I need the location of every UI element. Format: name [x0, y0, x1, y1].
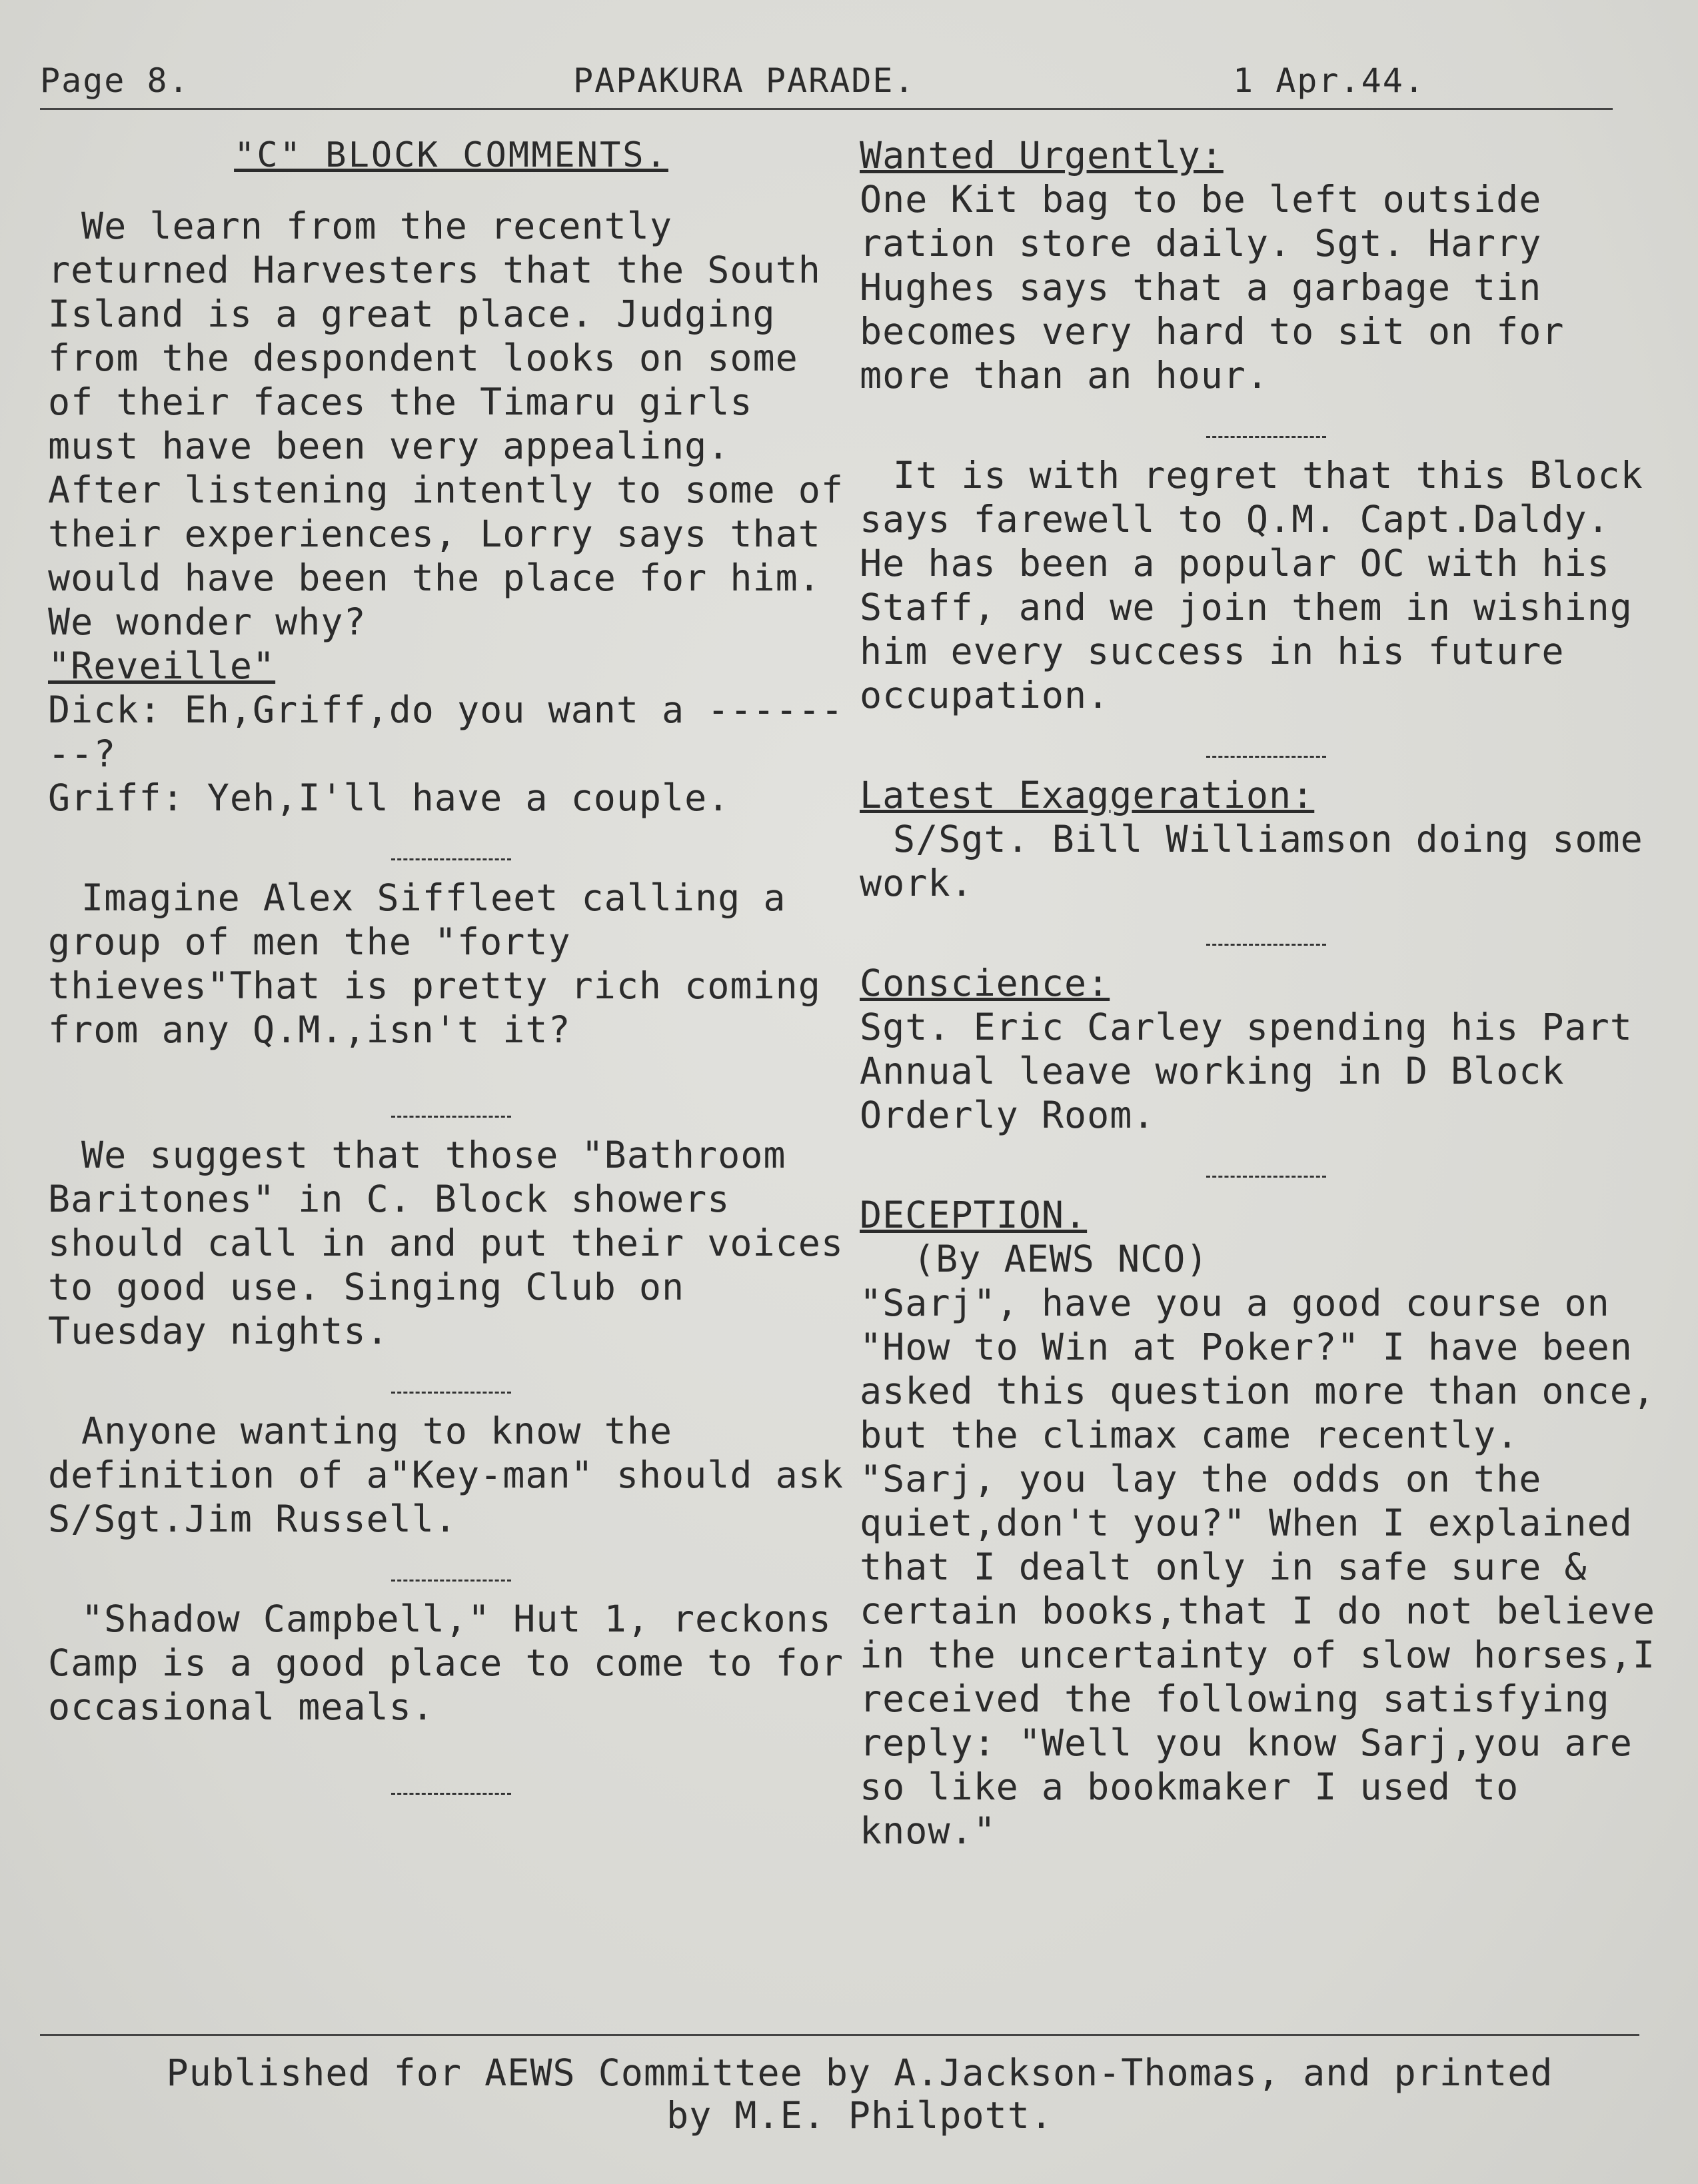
footer-line-2: by M.E. Philpott.	[666, 2094, 1053, 2137]
reveille-dick-line: Dick: Eh,Griff,do you want a --------?	[48, 688, 844, 775]
exaggeration-heading: Latest Exaggeration:	[860, 774, 1315, 816]
footer-rule	[40, 2034, 1639, 2036]
separator	[860, 412, 1673, 439]
bathroom-paragraph: We suggest that those "Bathroom Baritones" in C. Block showers should call in and put their voices to good use. Singing Club on Tuesday nights.	[48, 1134, 844, 1352]
reveille-griff-line: Griff: Yeh,I'll have a couple.	[48, 776, 730, 819]
page-number: Page 8.	[40, 61, 190, 100]
footer-line-1: Published for AEWS Committee by A.Jackson-Thomas, and printed	[166, 2051, 1553, 2094]
harvesters-paragraph: We learn from the recently returned Harvesters that the South Island is a great place. Judging from the despondent looks on some of their faces the Timaru girls must have been very appealing. After listening intently to some of their experiences, Lorry says that would have been the place for him. We wonder why?	[48, 205, 844, 643]
separator	[48, 1092, 854, 1118]
keyman-paragraph: Anyone wanting to know the definition of a"Key-man" should ask S/Sgt.Jim Russell.	[48, 1410, 844, 1540]
separator	[48, 1368, 854, 1394]
wanted-heading: Wanted Urgently:	[860, 134, 1224, 177]
conscience-heading: Conscience:	[860, 962, 1110, 1004]
separator	[48, 1769, 854, 1795]
publication-title: PAPAKURA PARADE.	[573, 61, 916, 100]
right-column	[860, 133, 1673, 1853]
header-rule	[40, 108, 1613, 110]
issue-date: 1 Apr.44.	[1233, 61, 1425, 100]
deception-heading: DECEPTION.	[860, 1194, 1088, 1236]
separator	[860, 732, 1673, 758]
conscience-paragraph: Sgt. Eric Carley spending his Part Annual leave working in D Block Orderly Room.	[860, 1006, 1633, 1136]
shadow-paragraph: "Shadow Campbell," Hut 1, reckons Camp is a good place to come to for occasional meals.	[48, 1598, 844, 1728]
separator	[48, 1556, 854, 1582]
separator	[860, 1152, 1673, 1178]
page-header	[40, 61, 1626, 115]
separator	[48, 834, 854, 861]
separator	[860, 920, 1673, 946]
left-column	[48, 133, 854, 1810]
column-title: "C" BLOCK COMMENTS.	[234, 135, 668, 175]
farewell-paragraph: It is with regret that this Block says farewell to Q.M. Capt.Daldy. He has been a popular OC with his Staff, and we join them in wishing him every success in his future occupation.	[860, 454, 1643, 716]
wanted-paragraph: One Kit bag to be left outside ration store daily. Sgt. Harry Hughes says that a garbage tin becomes very hard to sit on for more than an hour.	[860, 178, 1565, 397]
reveille-heading: "Reveille"	[48, 644, 276, 687]
deception-byline: (By AEWS NCO)	[913, 1238, 1209, 1280]
alex-paragraph: Imagine Alex Siffleet calling a group of men the "forty thieves"That is pretty rich coming from any Q.M.,isn't it?	[48, 876, 821, 1051]
exaggeration-paragraph: S/Sgt. Bill Williamson doing some work.	[860, 818, 1643, 904]
deception-paragraph: "Sarj", have you a good course on "How to Win at Poker?" I have been asked this question more than once, but the climax came recently. "Sarj, you lay the odds on the quiet,don't you?" When I explained that I dealt only in safe sure & certain books,that I do not believe in the uncertainty of slow horses,I received the following satisfying reply: "Well you know Sarj,you are so like a bookmaker I used to know."	[860, 1282, 1655, 1852]
page-footer	[40, 2051, 1679, 2137]
